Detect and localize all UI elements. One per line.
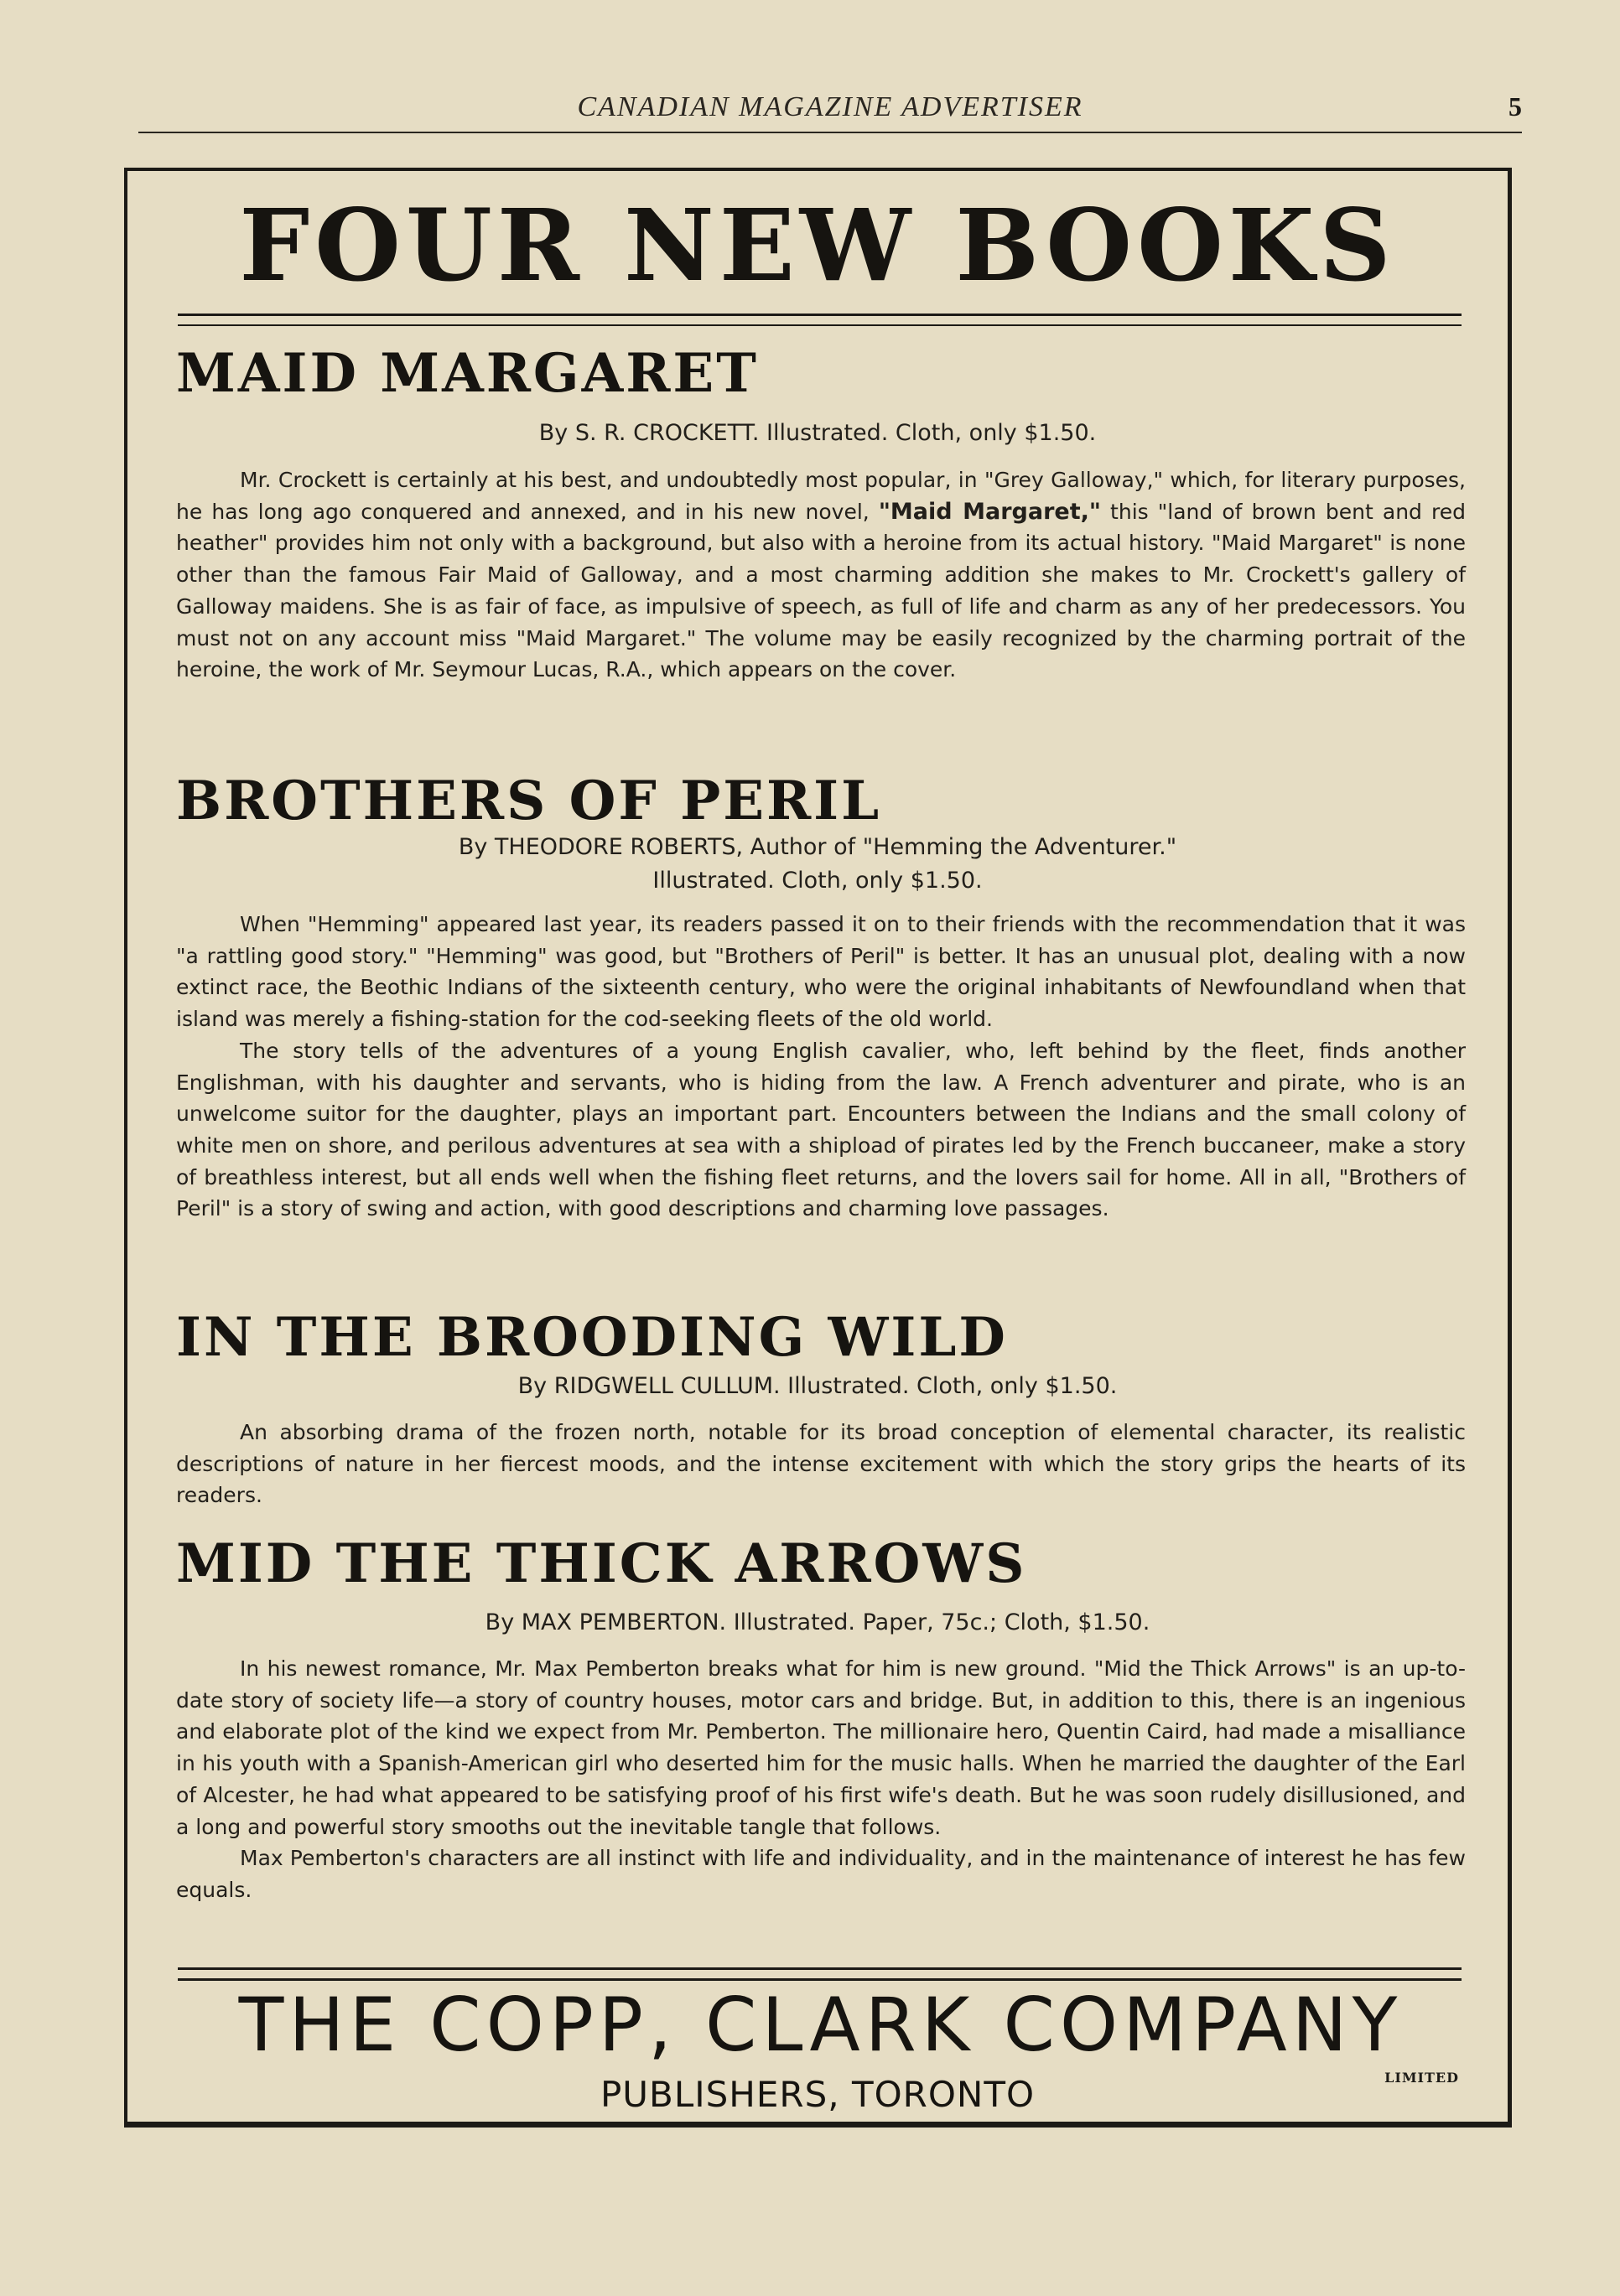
description-paragraph: An absorbing drama of the frozen north, notable for its broad conception of elemental character, its realistic descriptions of nature in her fiercest moods, and the intense excitement with which the story grips the hearts of its readers. xyxy=(176,1420,1466,1508)
advertisement-frame xyxy=(124,168,1512,2128)
description-paragraph xyxy=(176,464,1466,686)
publisher-name: THE COPP, CLARK COMPANY xyxy=(238,1982,1403,2068)
book-byline-brothers-of-peril-price: Illustrated. Cloth, only $1.50. xyxy=(652,868,983,894)
book-byline-brothers-of-peril: By THEODORE ROBERTS, Author of "Hemming the Adventurer." xyxy=(458,834,1177,860)
description-paragraph: The story tells of the adventures of a young English cavalier, who, left behind by the fleet, finds another Englishman, with his daughter and servants, who is hiding from the law. A French adventurer and pirate, who is an unwelcome suitor for the daughter, plays an important part. Encounters between the Indians and the small colony of white men on shore, and perilous adventures at sea with a shipload of pirates led by the French buccaneer, make a story of breathless interest, but all ends well when the fishing fleet returns, and the lovers sail for home. All in all, "Brothers of Peril" is a story of swing and action, with good descriptions and charming love passages. xyxy=(176,1038,1466,1221)
publisher-location: PUBLISHERS, TORONTO xyxy=(600,2074,1036,2115)
book-byline-mid-the-thick-arrows: By MAX PEMBERTON. Illustrated. Paper, 75c.; Cloth, $1.50. xyxy=(485,1609,1150,1635)
book-description-maid-margaret xyxy=(176,464,1466,686)
book-description-mid-the-thick-arrows xyxy=(176,1653,1466,1906)
description-paragraph: In his newest romance, Mr. Max Pemberton breaks what for him is new ground. "Mid the Thick Arrows" is an up-to-date story of society life—a story of country houses, motor cars and bridge. But, in addition to this, there is an ingenious and elaborate plot of the kind we expect from Mr. Pemberton. The millionaire hero, Quentin Caird, had made a misalliance in his youth with a Spanish-American girl who deserted him for the music halls. When he married the daughter of the Earl of Alcester, he had what appeared to be satisfying proof of his first wife's death. But he was soon rudely disillusioned, and a long and powerful story smooths out the inevitable tangle that follows. xyxy=(176,1656,1466,1839)
book-heading-mid-the-thick-arrows: MID THE THICK ARROWS xyxy=(176,1532,1027,1595)
book-byline-in-the-brooding-wild: By RIDGWELL CULLUM. Illustrated. Cloth, only $1.50. xyxy=(517,1373,1118,1399)
running-header: CANADIAN MAGAZINE ADVERTISER xyxy=(577,91,1083,122)
page-header xyxy=(138,88,1522,133)
book-heading-in-the-brooding-wild: IN THE BROODING WILD xyxy=(176,1306,1008,1369)
book-heading-maid-margaret: MAID MARGARET xyxy=(176,342,759,405)
description-paragraph: When "Hemming" appeared last year, its readers passed it on to their friends with the recommendation that it was "a rattling good story." "Hemming" was good, but "Brothers of Peril" is better. It has an unusual plot, dealing with a now extinct race, the Beothic Indians of the sixteenth century, who were the original inhabitants of Newfoundland when that island was merely a fishing-station for the cod-seeking fleets of the old world. xyxy=(176,912,1466,1032)
book-byline-maid-margaret: By S. R. CROCKETT. Illustrated. Cloth, only $1.50. xyxy=(538,420,1097,446)
description-paragraph: Max Pemberton's characters are all instinct with life and individuality, and in the maintenance of interest he has few equals. xyxy=(176,1846,1466,1902)
publisher-limited: LIMITED xyxy=(1384,2070,1459,2086)
description-text: this "land of brown bent and red heather" provides him not only with a background, but also with a heroine from its actual history. "Maid Margaret" is none other than the famous Fair Maid of Galloway, and a most charming addition she makes to Mr. Crockett's gallery of Galloway maidens. She is as fair of face, as impulsive of speech, as full of life and charm as any of her predecessors. You must not on any account miss "Maid Margaret." The volume may be easily recognized by the charming portrait of the heroine, the work of Mr. Seymour Lucas, R.A., which appears on the cover. xyxy=(176,499,1466,682)
title-rule xyxy=(178,314,1462,326)
emphasized-title: "Maid Margaret," xyxy=(878,498,1101,525)
book-description-brothers-of-peril xyxy=(176,909,1466,1225)
book-description-in-the-brooding-wild xyxy=(176,1417,1466,1511)
description-text: Mr. Crockett is certainly at his best, and undoubtedly most popular, in "Grey Galloway," which, for literary purposes, he has long ago conquered and annexed, and in his new novel, xyxy=(176,468,1466,524)
publisher-rule xyxy=(178,1967,1462,1981)
book-heading-brothers-of-peril: BROTHERS OF PERIL xyxy=(176,770,882,832)
page-number: 5 xyxy=(1508,91,1522,122)
advertisement-title: FOUR NEW BOOKS xyxy=(239,187,1396,303)
